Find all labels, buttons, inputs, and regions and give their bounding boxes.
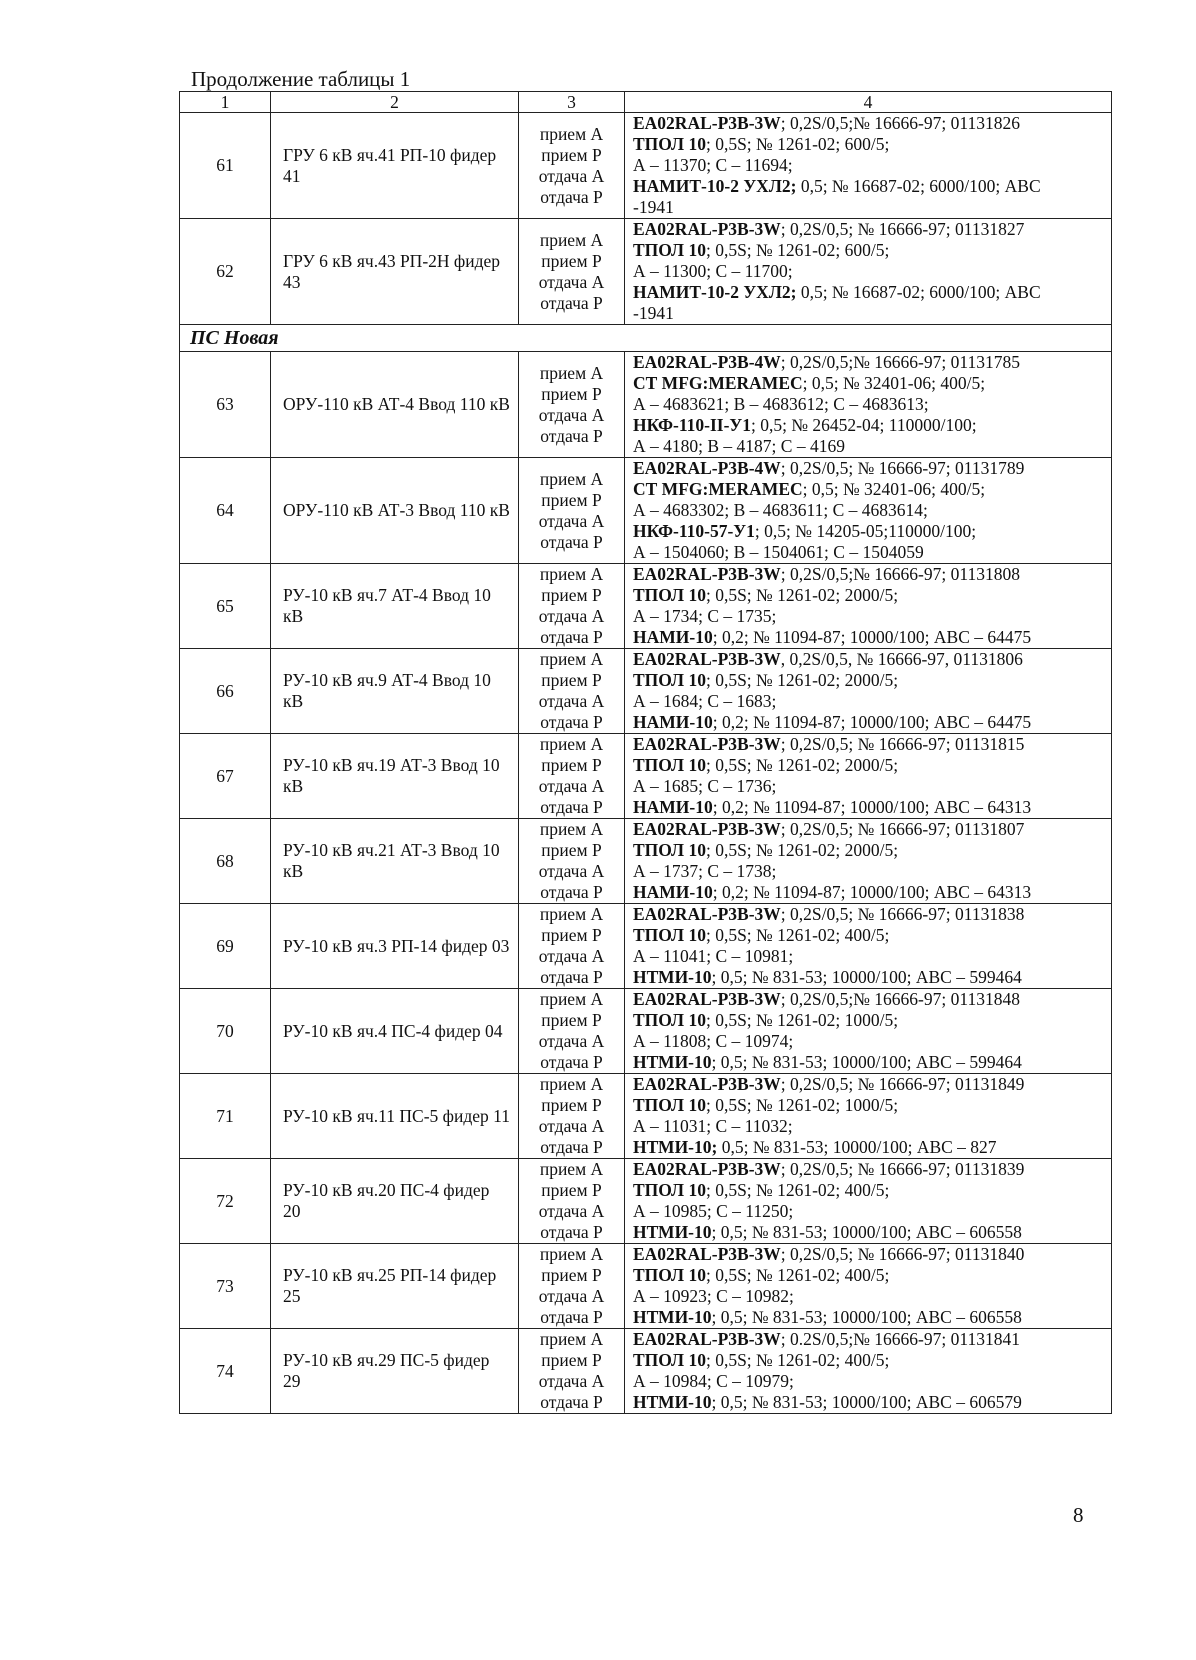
equipment-model: НТМИ-10 bbox=[633, 1052, 712, 1072]
page-number: 8 bbox=[1073, 1503, 1084, 1527]
equipment-specs: ; 0,5S; № 1261-02; 400/5; bbox=[705, 1350, 890, 1370]
equipment-line bbox=[633, 670, 1107, 691]
equipment-line bbox=[633, 500, 1107, 521]
connection-name: РУ-10 кВ яч.4 ПС-4 фидер 04 bbox=[271, 989, 519, 1074]
equipment-specs: ; 0,2S/0,5;№ 16666-97; 01131808 bbox=[780, 564, 1020, 584]
mode-label: отдача Р bbox=[540, 712, 603, 732]
table-row bbox=[180, 113, 1112, 219]
equipment-model: ТПОЛ 10 bbox=[633, 585, 706, 605]
equipment-specs: ; 0,2S/0,5;№ 16666-97; 01131826 bbox=[780, 113, 1020, 133]
equipment-model: НАМИ-10 bbox=[633, 712, 713, 732]
measurement-modes bbox=[519, 649, 625, 734]
equipment-model: НАМИТ-10-2 УХЛ2; bbox=[633, 176, 797, 196]
equipment-line bbox=[633, 946, 1107, 967]
equipment-specs: ; 0,5S; № 1261-02; 2000/5; bbox=[705, 585, 899, 605]
equipment-specs: ; 0,2S/0,5; № 16666-97; 01131849 bbox=[780, 1074, 1025, 1094]
equipment-line bbox=[633, 219, 1107, 240]
mode-label: прием Р bbox=[541, 489, 602, 510]
equipment-specs: ; 0.2S/0,5;№ 16666-97; 01131841 bbox=[780, 1329, 1020, 1349]
connection-name: РУ-10 кВ яч.7 АТ-4 Ввод 10 кВ bbox=[271, 564, 519, 649]
equipment-line bbox=[633, 113, 1107, 134]
mode-label: прием Р bbox=[541, 1010, 602, 1030]
equipment-line bbox=[633, 394, 1107, 415]
row-number: 65 bbox=[180, 564, 271, 649]
equipment-line bbox=[633, 134, 1107, 155]
equipment-specs: ; 0,2S/0,5; № 16666-97; 01131839 bbox=[780, 1159, 1025, 1179]
equipment-line bbox=[633, 521, 1107, 542]
row-number: 74 bbox=[180, 1329, 271, 1414]
mode-label: прием А bbox=[539, 123, 604, 144]
measurement-modes bbox=[519, 734, 625, 819]
equipment-line bbox=[633, 1074, 1107, 1095]
equipment-line bbox=[633, 1031, 1107, 1052]
mode-label: отдача Р bbox=[540, 1392, 603, 1412]
equipment-line bbox=[633, 415, 1107, 436]
table-row bbox=[180, 1329, 1112, 1414]
equipment-specs: ; 0,5S; № 1261-02; 2000/5; bbox=[705, 670, 899, 690]
connection-name: ГРУ 6 кВ яч.43 РП-2Н фидер 43 bbox=[271, 219, 519, 325]
mode-label: отдача Р bbox=[540, 797, 603, 817]
equipment-line bbox=[633, 1392, 1107, 1413]
row-number: 68 bbox=[180, 819, 271, 904]
mode-label: отдача А bbox=[538, 606, 605, 626]
measurement-modes bbox=[519, 564, 625, 649]
table-header-row bbox=[180, 92, 1112, 113]
equipment-specs: ; 0,5; № 831-53; 10000/100; АВС – 606558 bbox=[711, 1222, 1022, 1242]
equipment-specs: ; 0,2S/0,5; № 16666-97; 01131815 bbox=[780, 734, 1025, 754]
measurement-modes bbox=[519, 1159, 625, 1244]
equipment-line bbox=[633, 904, 1107, 925]
equipment-line bbox=[633, 1052, 1107, 1073]
connection-name: ОРУ-110 кВ АТ-4 Ввод 110 кВ bbox=[271, 352, 519, 458]
equipment-line bbox=[633, 1010, 1107, 1031]
equipment-model: НАМИ-10 bbox=[633, 627, 713, 647]
equipment-specs: ; 0,2; № 11094-87; 10000/100; АВС – 64313 bbox=[712, 882, 1032, 902]
mode-label: прием А bbox=[539, 904, 604, 924]
mode-label: отдача А bbox=[538, 861, 605, 881]
equipment-model: ЕА02RAL-Р3В-3W bbox=[633, 649, 781, 669]
mode-label: прием А bbox=[539, 649, 604, 669]
equipment-line bbox=[633, 542, 1107, 563]
mode-label: прием Р bbox=[541, 840, 602, 860]
equipment-specs: ; 0,5; № 32401-06; 400/5; bbox=[802, 479, 986, 499]
equipment-model: ТПОЛ 10 bbox=[633, 134, 706, 154]
equipment-description bbox=[625, 734, 1112, 819]
table-row bbox=[180, 1074, 1112, 1159]
equipment-specs: А – 11300; С – 11700; bbox=[633, 261, 793, 281]
equipment-description bbox=[625, 352, 1112, 458]
equipment-line bbox=[633, 1244, 1107, 1265]
equipment-specs: ; 0,2; № 11094-87; 10000/100; АВС – 64313 bbox=[712, 797, 1032, 817]
column-header: 3 bbox=[519, 92, 625, 113]
equipment-line bbox=[633, 1222, 1107, 1243]
equipment-description bbox=[625, 458, 1112, 564]
equipment-model: ТПОЛ 10 bbox=[633, 840, 706, 860]
measurement-points-table bbox=[179, 91, 1112, 1414]
equipment-line bbox=[633, 734, 1107, 755]
connection-name: ГРУ 6 кВ яч.41 РП-10 фидер 41 bbox=[271, 113, 519, 219]
equipment-description bbox=[625, 1159, 1112, 1244]
table-row bbox=[180, 352, 1112, 458]
mode-label: отдача Р bbox=[540, 882, 603, 902]
equipment-line bbox=[633, 819, 1107, 840]
row-number: 72 bbox=[180, 1159, 271, 1244]
mode-label: отдача А bbox=[538, 691, 605, 711]
mode-label: прием Р bbox=[541, 250, 602, 271]
mode-label: отдача А bbox=[538, 1031, 605, 1051]
equipment-specs: ; 0,5; № 32401-06; 400/5; bbox=[802, 373, 986, 393]
section-title: ПС Новая bbox=[180, 325, 1112, 352]
equipment-line bbox=[633, 1286, 1107, 1307]
equipment-description bbox=[625, 113, 1112, 219]
equipment-specs: 0,5; № 16687-02; 6000/100; АВС bbox=[796, 282, 1041, 302]
equipment-line bbox=[633, 925, 1107, 946]
equipment-line bbox=[633, 776, 1107, 797]
equipment-description bbox=[625, 219, 1112, 325]
connection-name: РУ-10 кВ яч.29 ПС-5 фидер 29 bbox=[271, 1329, 519, 1414]
equipment-model: ТПОЛ 10 bbox=[633, 1180, 706, 1200]
table-body bbox=[180, 113, 1112, 1414]
equipment-line bbox=[633, 989, 1107, 1010]
equipment-model: ЕА02RAL-Р3В-3W bbox=[633, 1244, 781, 1264]
row-number: 66 bbox=[180, 649, 271, 734]
equipment-line bbox=[633, 861, 1107, 882]
equipment-specs: А – 4180; В – 4187; С – 4169 bbox=[633, 436, 845, 456]
equipment-specs: ; 0,5; № 14205-05;110000/100; bbox=[754, 521, 977, 541]
mode-label: отдача А bbox=[538, 404, 605, 425]
equipment-description bbox=[625, 564, 1112, 649]
table-caption: Продолжение таблицы 1 bbox=[191, 67, 411, 91]
equipment-model: НАМИТ-10-2 УХЛ2; bbox=[633, 282, 797, 302]
measurement-modes bbox=[519, 352, 625, 458]
equipment-specs: 0,5; № 16687-02; 6000/100; АВС bbox=[796, 176, 1041, 196]
mode-label: прием Р bbox=[541, 1180, 602, 1200]
equipment-specs: -1941 bbox=[633, 197, 674, 217]
row-number: 67 bbox=[180, 734, 271, 819]
equipment-specs: ; 0,2S/0,5; № 16666-97; 01131838 bbox=[780, 904, 1025, 924]
equipment-model: НТМИ-10 bbox=[633, 1392, 712, 1412]
equipment-model: НАМИ-10 bbox=[633, 882, 713, 902]
equipment-line bbox=[633, 1180, 1107, 1201]
equipment-specs: ; 0,2S/0,5;№ 16666-97; 01131848 bbox=[780, 989, 1020, 1009]
equipment-model: ЕА02RAL-Р3В-3W bbox=[633, 219, 781, 239]
equipment-line bbox=[633, 1350, 1107, 1371]
equipment-line bbox=[633, 627, 1107, 648]
equipment-specs: А – 10985; С – 11250; bbox=[633, 1201, 794, 1221]
mode-label: отдача Р bbox=[540, 627, 603, 647]
mode-label: прием А bbox=[539, 229, 604, 250]
row-number: 70 bbox=[180, 989, 271, 1074]
mode-label: отдача А bbox=[538, 776, 605, 796]
equipment-description bbox=[625, 1329, 1112, 1414]
table-row bbox=[180, 458, 1112, 564]
column-header: 4 bbox=[625, 92, 1112, 113]
equipment-model: ТПОЛ 10 bbox=[633, 1010, 706, 1030]
equipment-specs: ; 0,5; № 831-53; 10000/100; АВС – 606558 bbox=[711, 1307, 1022, 1327]
equipment-line bbox=[633, 585, 1107, 606]
table-row bbox=[180, 219, 1112, 325]
mode-label: прием Р bbox=[541, 144, 602, 165]
equipment-specs: ; 0,5S; № 1261-02; 1000/5; bbox=[705, 1095, 899, 1115]
mode-label: прием А bbox=[539, 734, 604, 754]
mode-label: прием Р bbox=[541, 1265, 602, 1285]
equipment-line bbox=[633, 479, 1107, 500]
measurement-modes bbox=[519, 1329, 625, 1414]
equipment-description bbox=[625, 904, 1112, 989]
equipment-specs: А – 4683302; В – 4683611; С – 4683614; bbox=[633, 500, 928, 520]
mode-label: прием Р bbox=[541, 1350, 602, 1370]
table-row bbox=[180, 989, 1112, 1074]
equipment-model: ТПОЛ 10 bbox=[633, 240, 706, 260]
mode-label: прием Р bbox=[541, 383, 602, 404]
equipment-specs: 0,5; № 831-53; 10000/100; АВС – 827 bbox=[717, 1137, 997, 1157]
equipment-model: ЕА02RAL-Р3В-3W bbox=[633, 113, 781, 133]
column-header: 1 bbox=[180, 92, 271, 113]
equipment-model: НТМИ-10 bbox=[633, 967, 712, 987]
equipment-model: ТПОЛ 10 bbox=[633, 1265, 706, 1285]
mode-label: прием А bbox=[539, 1159, 604, 1179]
equipment-model: ЕА02RAL-Р3В-4W bbox=[633, 352, 781, 372]
table-row bbox=[180, 904, 1112, 989]
equipment-specs: ; 0,2S/0,5; № 16666-97; 01131840 bbox=[780, 1244, 1025, 1264]
mode-label: отдача Р bbox=[540, 1137, 603, 1157]
equipment-specs: ; 0,2; № 11094-87; 10000/100; АВС – 64475 bbox=[712, 712, 1032, 732]
mode-label: отдача Р bbox=[540, 425, 603, 446]
equipment-line bbox=[633, 1371, 1107, 1392]
measurement-modes bbox=[519, 219, 625, 325]
mode-label: прием А bbox=[539, 468, 604, 489]
equipment-specs: ; 0,5S; № 1261-02; 2000/5; bbox=[705, 755, 899, 775]
table-row bbox=[180, 564, 1112, 649]
measurement-modes bbox=[519, 819, 625, 904]
connection-name: РУ-10 кВ яч.21 АТ-3 Ввод 10 кВ bbox=[271, 819, 519, 904]
equipment-line bbox=[633, 1137, 1107, 1158]
mode-label: отдача А bbox=[538, 1201, 605, 1221]
measurement-modes bbox=[519, 458, 625, 564]
equipment-model: НТМИ-10 bbox=[633, 1222, 712, 1242]
equipment-specs: А – 11041; С – 10981; bbox=[633, 946, 794, 966]
equipment-model: ТПОЛ 10 bbox=[633, 1350, 706, 1370]
measurement-modes bbox=[519, 989, 625, 1074]
mode-label: отдача Р bbox=[540, 1222, 603, 1242]
equipment-line bbox=[633, 1159, 1107, 1180]
equipment-model: ЕА02RAL-Р3В-3W bbox=[633, 1074, 781, 1094]
equipment-specs: А – 11808; С – 10974; bbox=[633, 1031, 794, 1051]
equipment-line bbox=[633, 282, 1107, 303]
mode-label: отдача Р bbox=[540, 186, 603, 207]
equipment-specs: А – 10984; С – 10979; bbox=[633, 1371, 794, 1391]
mode-label: прием А bbox=[539, 1244, 604, 1264]
row-number: 61 bbox=[180, 113, 271, 219]
equipment-line bbox=[633, 303, 1107, 324]
equipment-line bbox=[633, 1095, 1107, 1116]
section-row bbox=[180, 325, 1112, 352]
equipment-description bbox=[625, 819, 1112, 904]
equipment-specs: ; 0,5S; № 1261-02; 400/5; bbox=[705, 1265, 890, 1285]
equipment-specs: ; 0,2S/0,5; № 16666-97; 01131807 bbox=[780, 819, 1025, 839]
equipment-specs: ; 0,5; № 831-53; 10000/100; АВС – 599464 bbox=[711, 967, 1022, 987]
equipment-line bbox=[633, 240, 1107, 261]
connection-name: РУ-10 кВ яч.19 АТ-3 Ввод 10 кВ bbox=[271, 734, 519, 819]
mode-label: прием А bbox=[539, 1074, 604, 1094]
measurement-modes bbox=[519, 904, 625, 989]
equipment-model: НКФ-110-II-У1 bbox=[633, 415, 752, 435]
equipment-model: ЕА02RAL-Р3В-3W bbox=[633, 1159, 781, 1179]
measurement-modes bbox=[519, 1074, 625, 1159]
equipment-line bbox=[633, 564, 1107, 585]
equipment-specs: , 0,2S/0,5, № 16666-97, 01131806 bbox=[780, 649, 1023, 669]
row-number: 69 bbox=[180, 904, 271, 989]
equipment-line bbox=[633, 882, 1107, 903]
equipment-line bbox=[633, 1116, 1107, 1137]
mode-label: прием А bbox=[539, 819, 604, 839]
mode-label: прием А bbox=[539, 989, 604, 1009]
equipment-specs: -1941 bbox=[633, 303, 674, 323]
equipment-line bbox=[633, 261, 1107, 282]
equipment-line bbox=[633, 458, 1107, 479]
mode-label: отдача Р bbox=[540, 1052, 603, 1072]
row-number: 63 bbox=[180, 352, 271, 458]
equipment-line bbox=[633, 373, 1107, 394]
equipment-model: ТПОЛ 10 bbox=[633, 925, 706, 945]
mode-label: отдача Р bbox=[540, 1307, 603, 1327]
mode-label: отдача Р bbox=[540, 292, 603, 313]
mode-label: прием Р bbox=[541, 755, 602, 775]
measurement-modes bbox=[519, 1244, 625, 1329]
equipment-specs: ; 0,5S; № 1261-02; 400/5; bbox=[705, 1180, 890, 1200]
equipment-model: ТПОЛ 10 bbox=[633, 670, 706, 690]
equipment-line bbox=[633, 352, 1107, 373]
mode-label: прием А bbox=[539, 1329, 604, 1349]
equipment-specs: А – 1685; С – 1736; bbox=[633, 776, 777, 796]
equipment-description bbox=[625, 649, 1112, 734]
table-row bbox=[180, 1244, 1112, 1329]
equipment-model: НТМИ-10; bbox=[633, 1137, 718, 1157]
equipment-model: ТПОЛ 10 bbox=[633, 755, 706, 775]
equipment-line bbox=[633, 1329, 1107, 1350]
equipment-line bbox=[633, 967, 1107, 988]
equipment-description bbox=[625, 989, 1112, 1074]
equipment-specs: ; 0,5S; № 1261-02; 400/5; bbox=[705, 925, 890, 945]
table-row bbox=[180, 819, 1112, 904]
equipment-model: НТМИ-10 bbox=[633, 1307, 712, 1327]
equipment-model: ЕА02RAL-Р3В-3W bbox=[633, 904, 781, 924]
equipment-description bbox=[625, 1244, 1112, 1329]
equipment-line bbox=[633, 712, 1107, 733]
equipment-model: НКФ-110-57-У1 bbox=[633, 521, 755, 541]
equipment-specs: ; 0,5S; № 1261-02; 600/5; bbox=[705, 134, 890, 154]
equipment-specs: ; 0,5S; № 1261-02; 2000/5; bbox=[705, 840, 899, 860]
equipment-specs: А – 1504060; В – 1504061; С – 1504059 bbox=[633, 542, 924, 562]
equipment-model: ЕА02RAL-Р3В-3W bbox=[633, 734, 781, 754]
table-row bbox=[180, 734, 1112, 819]
mode-label: прием Р bbox=[541, 925, 602, 945]
equipment-specs: ; 0,2S/0,5; № 16666-97; 01131789 bbox=[780, 458, 1025, 478]
mode-label: отдача А bbox=[538, 1371, 605, 1391]
mode-label: прием Р bbox=[541, 1095, 602, 1115]
equipment-specs: А – 10923; С – 10982; bbox=[633, 1286, 794, 1306]
mode-label: отдача А bbox=[538, 946, 605, 966]
equipment-specs: ; 0,2; № 11094-87; 10000/100; АВС – 64475 bbox=[712, 627, 1032, 647]
connection-name: РУ-10 кВ яч.9 АТ-4 Ввод 10 кВ bbox=[271, 649, 519, 734]
equipment-line bbox=[633, 649, 1107, 670]
equipment-line bbox=[633, 155, 1107, 176]
measurement-modes bbox=[519, 113, 625, 219]
equipment-model: ЕА02RAL-Р3В-3W bbox=[633, 989, 781, 1009]
equipment-model: НАМИ-10 bbox=[633, 797, 713, 817]
table-row bbox=[180, 649, 1112, 734]
table-row bbox=[180, 1159, 1112, 1244]
equipment-model: ЕА02RAL-Р3В-4W bbox=[633, 458, 781, 478]
equipment-description bbox=[625, 1074, 1112, 1159]
mode-label: прием Р bbox=[541, 670, 602, 690]
equipment-specs: А – 1737; С – 1738; bbox=[633, 861, 777, 881]
equipment-specs: А – 11370; С – 11694; bbox=[633, 155, 793, 175]
equipment-specs: ; 0,2S/0,5; № 16666-97; 01131827 bbox=[780, 219, 1025, 239]
equipment-line bbox=[633, 1307, 1107, 1328]
mode-label: прием Р bbox=[541, 585, 602, 605]
equipment-line bbox=[633, 691, 1107, 712]
connection-name: РУ-10 кВ яч.11 ПС-5 фидер 11 bbox=[271, 1074, 519, 1159]
equipment-line bbox=[633, 797, 1107, 818]
equipment-model: ЕА02RAL-Р3В-3W bbox=[633, 564, 781, 584]
connection-name: РУ-10 кВ яч.3 РП-14 фидер 03 bbox=[271, 904, 519, 989]
equipment-model: ТПОЛ 10 bbox=[633, 1095, 706, 1115]
equipment-line bbox=[633, 176, 1107, 197]
equipment-specs: ; 0,5; № 831-53; 10000/100; АВС – 606579 bbox=[711, 1392, 1022, 1412]
equipment-line bbox=[633, 1265, 1107, 1286]
equipment-line bbox=[633, 436, 1107, 457]
connection-name: РУ-10 кВ яч.25 РП-14 фидер 25 bbox=[271, 1244, 519, 1329]
connection-name: ОРУ-110 кВ АТ-3 Ввод 110 кВ bbox=[271, 458, 519, 564]
equipment-line bbox=[633, 197, 1107, 218]
equipment-model: СТ MFG:MERAMEC bbox=[633, 479, 803, 499]
mode-label: отдача А bbox=[538, 271, 605, 292]
mode-label: отдача Р bbox=[540, 967, 603, 987]
row-number: 64 bbox=[180, 458, 271, 564]
equipment-line bbox=[633, 840, 1107, 861]
equipment-specs: А – 1684; С – 1683; bbox=[633, 691, 777, 711]
equipment-line bbox=[633, 606, 1107, 627]
equipment-specs: А – 4683621; В – 4683612; С – 4683613; bbox=[633, 394, 929, 414]
equipment-model: СТ MFG:MERAMEC bbox=[633, 373, 803, 393]
row-number: 73 bbox=[180, 1244, 271, 1329]
row-number: 71 bbox=[180, 1074, 271, 1159]
equipment-specs: А – 1734; С – 1735; bbox=[633, 606, 777, 626]
equipment-specs: ; 0,5S; № 1261-02; 600/5; bbox=[705, 240, 890, 260]
equipment-line bbox=[633, 1201, 1107, 1222]
mode-label: отдача А bbox=[538, 165, 605, 186]
mode-label: отдача Р bbox=[540, 531, 603, 552]
mode-label: прием А bbox=[539, 564, 604, 584]
connection-name: РУ-10 кВ яч.20 ПС-4 фидер 20 bbox=[271, 1159, 519, 1244]
equipment-model: ЕА02RAL-Р3В-3W bbox=[633, 819, 781, 839]
equipment-specs: ; 0,5S; № 1261-02; 1000/5; bbox=[705, 1010, 899, 1030]
column-header: 2 bbox=[271, 92, 519, 113]
equipment-line bbox=[633, 755, 1107, 776]
equipment-model: ЕА02RAL-Р3В-3W bbox=[633, 1329, 781, 1349]
equipment-specs: ; 0,5; № 831-53; 10000/100; АВС – 599464 bbox=[711, 1052, 1022, 1072]
mode-label: отдача А bbox=[538, 1116, 605, 1136]
mode-label: прием А bbox=[539, 362, 604, 383]
equipment-specs: ; 0,2S/0,5;№ 16666-97; 01131785 bbox=[780, 352, 1020, 372]
row-number: 62 bbox=[180, 219, 271, 325]
mode-label: отдача А bbox=[538, 510, 605, 531]
mode-label: отдача А bbox=[538, 1286, 605, 1306]
equipment-specs: ; 0,5; № 26452-04; 110000/100; bbox=[751, 415, 977, 435]
equipment-specs: А – 11031; С – 11032; bbox=[633, 1116, 793, 1136]
